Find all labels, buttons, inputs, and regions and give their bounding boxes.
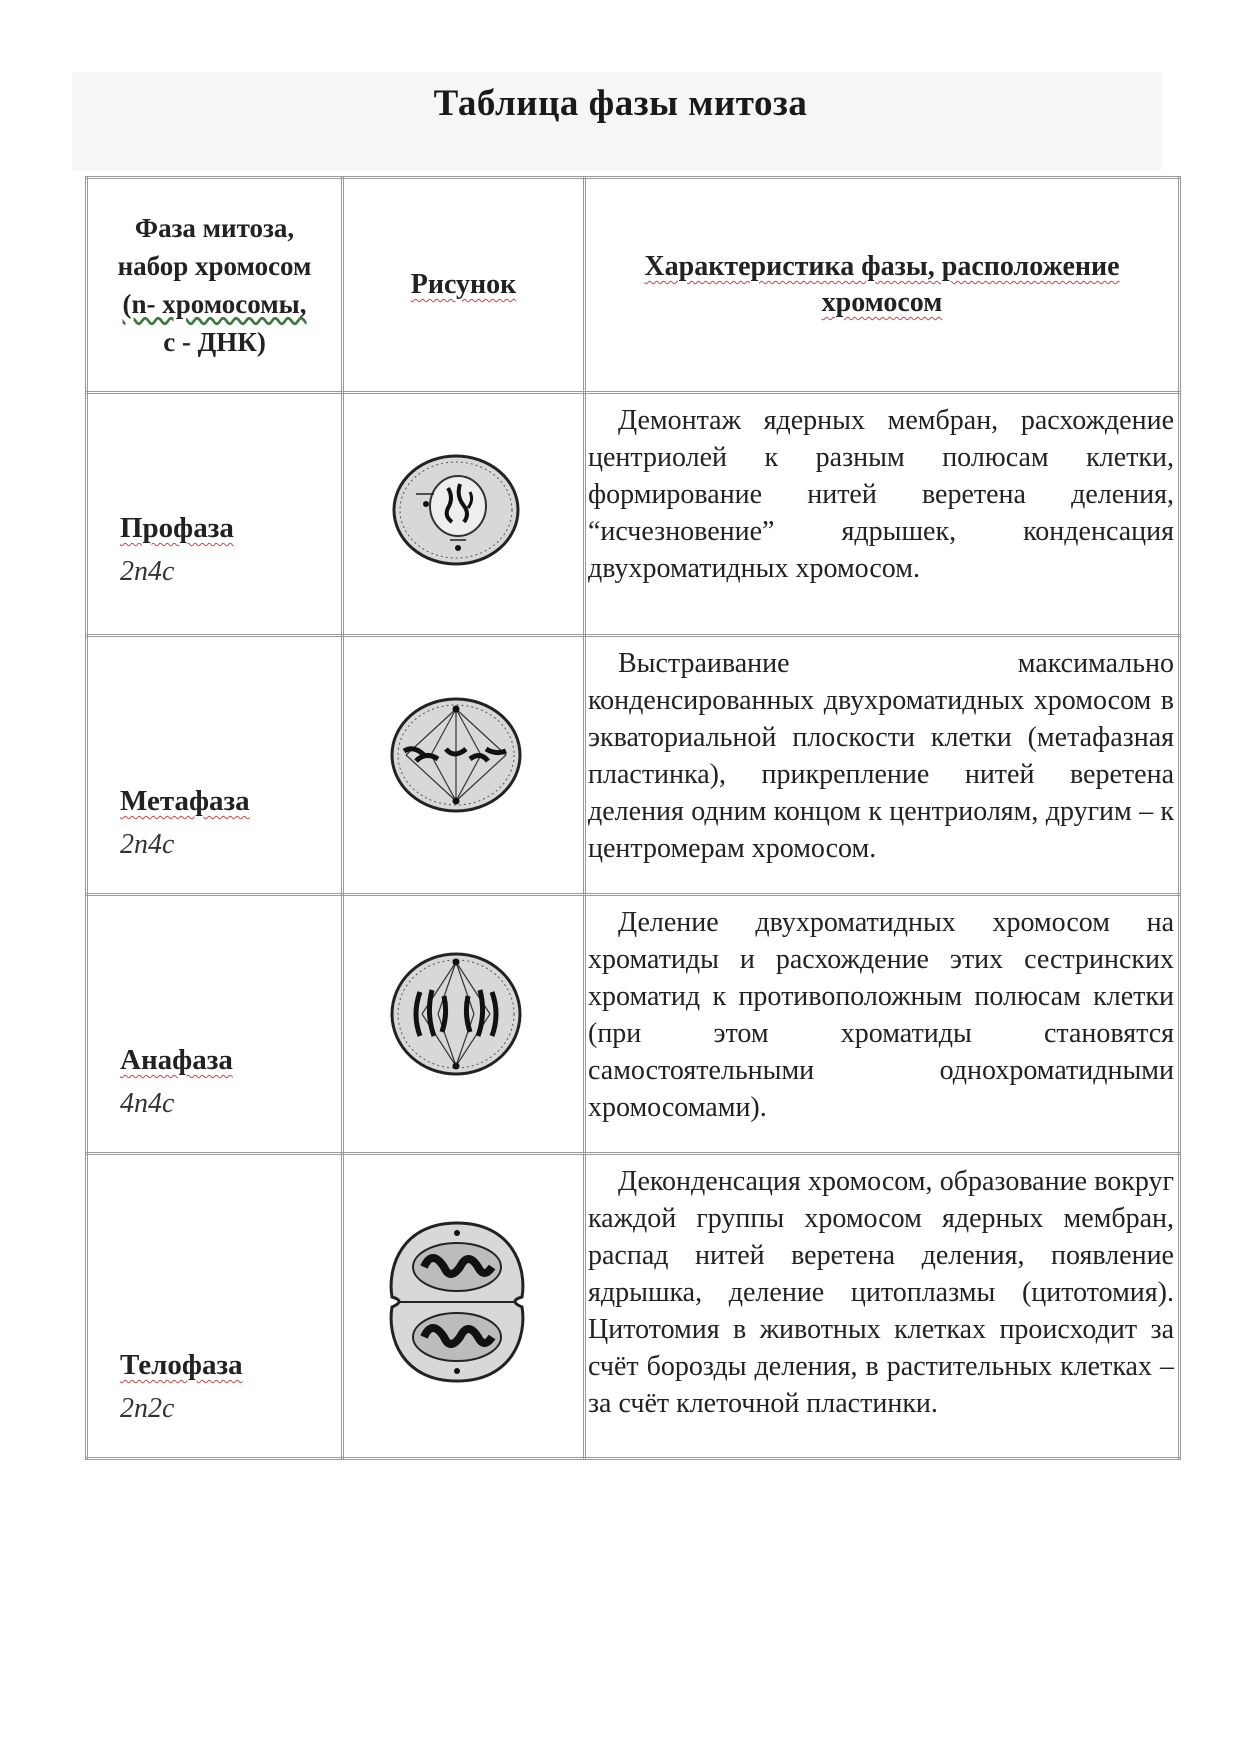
picture-cell xyxy=(343,636,585,895)
header-phase-line-2: набор хромосом xyxy=(117,251,312,281)
description-cell xyxy=(585,895,1180,1154)
phase-cell xyxy=(87,636,343,895)
phase-cell xyxy=(87,895,343,1154)
phase-description: Выстраивание максимально конденсированных двухроматидных хромосом в экваториальной плоскости клетки (метафазная пластинка), прикрепление нитей веретена деления одним концом к центриолям, другим – к центромерам хромосом. xyxy=(588,648,1174,864)
telophase-cell-drawing xyxy=(382,1217,532,1387)
phase-formula: 4n4c xyxy=(120,1088,175,1119)
phase-name: Анафаза xyxy=(120,1044,233,1076)
prophase-cell-drawing xyxy=(386,446,526,586)
table-row xyxy=(87,636,1180,895)
phase-name: Профаза xyxy=(120,512,234,544)
header-picture xyxy=(343,178,585,393)
header-phase-line-1: Фаза митоза, xyxy=(134,213,295,243)
description-cell xyxy=(585,636,1180,895)
header-description xyxy=(585,178,1180,393)
table-row xyxy=(87,1154,1180,1459)
picture-cell xyxy=(343,895,585,1154)
header-phase-line-3: (n- хромосомы, xyxy=(122,289,307,319)
metaphase-cell-drawing xyxy=(386,687,526,827)
phase-formula: 2n4c xyxy=(120,829,175,860)
description-cell xyxy=(585,1154,1180,1459)
header-phase xyxy=(87,178,343,393)
phase-name: Метафаза xyxy=(120,785,250,817)
phase-cell xyxy=(87,393,343,636)
phase-formula: 2n4c xyxy=(120,556,175,587)
picture-cell xyxy=(343,1154,585,1459)
mitosis-phases-table xyxy=(85,176,1181,1460)
phase-formula: 2n2c xyxy=(120,1393,175,1424)
header-picture-label: Рисунок xyxy=(410,269,517,300)
phase-description: Демонтаж ядерных мембран, расхождение центриолей к разным полюсам клетки, формирование нитей веретена деления, “исчезновение” ядрышек, конденсация двухроматидных хромосом. xyxy=(588,405,1174,584)
phase-cell xyxy=(87,1154,343,1459)
table-header-row xyxy=(87,178,1180,393)
phase-description: Деление двухроматидных хромосом на хроматиды и расхождение этих сестринских хроматид к противоположным полюсам клетки (при этом хроматиды становятся самостоятельными однохроматидными хромосомами). xyxy=(588,907,1174,1123)
description-cell xyxy=(585,393,1180,636)
header-description-line-1: Характеристика фазы, расположение xyxy=(644,251,1120,282)
header-phase-line-4: c - ДНК) xyxy=(163,327,266,357)
table-row xyxy=(87,393,1180,636)
phase-name: Телофаза xyxy=(120,1349,243,1381)
page-title: Таблица фазы митоза xyxy=(433,83,808,124)
picture-cell xyxy=(343,393,585,636)
anaphase-cell-drawing xyxy=(386,940,526,1090)
table-row xyxy=(87,895,1180,1154)
header-description-line-2: хромосом xyxy=(821,287,943,318)
phase-description: Деконденсация хромосом, образование вокруг каждой группы хромосом ядерных мембран, распад нитей веретена деления, появление ядрышка, деление цитоплазмы (цитотомия). Цитотомия в животных клетках происходит за счёт борозды деления, в растительных клетках – за счёт клеточной пластинки. xyxy=(588,1166,1174,1419)
